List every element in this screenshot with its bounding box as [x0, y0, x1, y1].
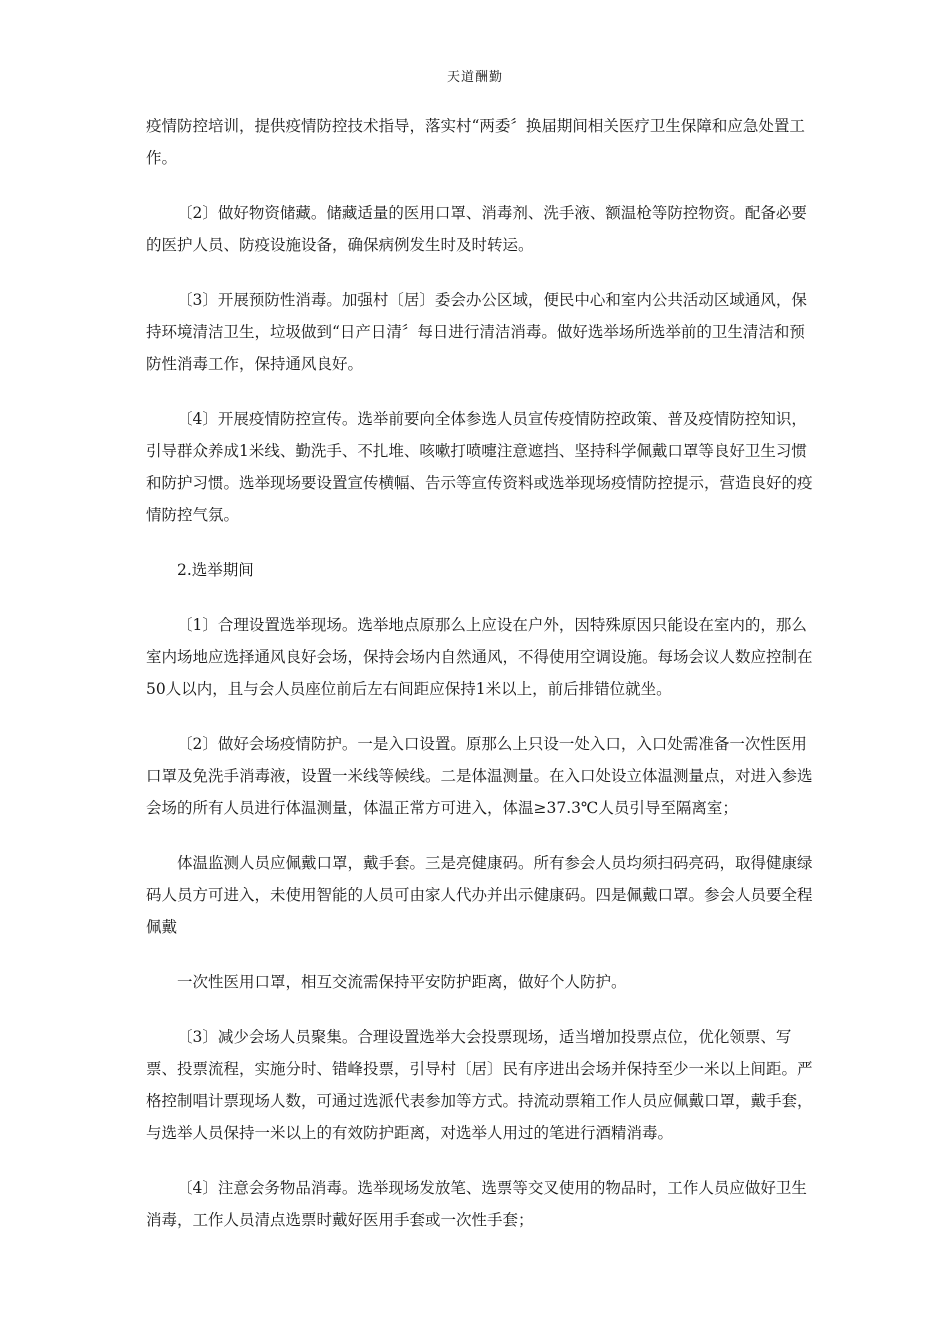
paragraph-8: 一次性医用口罩，相互交流需保持平安防护距离，做好个人防护。	[177, 973, 627, 991]
page-header: 天道酬勤	[446, 70, 503, 85]
paragraph-2: 〔2〕做好物资储藏。储藏适量的医用口罩、消毒剂、洗手液、额温枪等防控物资。配备必要的医护人员、防疫设施设备，确保病例发生时及时转运。	[146, 204, 807, 254]
paragraph-7: 体温监测人员应佩戴口罩，戴手套。三是亮健康码。所有参会人员均须扫码亮码，取得健康绿码人员方可进入，未使用智能的人员可由家人代办并出示健康码。四是佩戴口罩。参会人员要全程佩戴	[146, 854, 813, 936]
paragraph-6: 〔2〕做好会场疫情防护。一是入口设置。原那么上只设一处入口，入口处需准备一次性医用口罩及免洗手消毒液，设置一米线等候线。二是体温测量。在入口处设立体温测量点，对进入参选会场的所有人员进行体温测量，体温正常方可进入，体温≥37.3℃人员引导至隔离室；	[146, 735, 813, 817]
paragraph-9: 〔3〕减少会场人员聚集。合理设置选举大会投票现场，适当增加投票点位，优化领票、写票、投票流程，实施分时、错峰投票，引导村〔居〕民有序进出会场并保持至少一米以上间距。严格控制唱计票现场人数，可通过选派代表参加等方式。持流动票箱工作人员应佩戴口罩，戴手套，与选举人员保持一米以上的有效防护距离，对选举人用过的笔进行酒精消毒。	[146, 1028, 813, 1142]
paragraph-3: 〔3〕开展预防性消毒。加强村〔居〕委会办公区域，便民中心和室内公共活动区域通风，保持环境清洁卫生，垃圾做到“日产日清〞每日进行清洁消毒。做好选举场所选举前的卫生清洁和预防性消毒工作，保持通风良好。	[146, 291, 807, 373]
paragraph-10: 〔4〕注意会务物品消毒。选举现场发放笔、选票等交叉使用的物品时，工作人员应做好卫生消毒，工作人员清点选票时戴好医用手套或一次性手套；	[146, 1179, 807, 1229]
document-body	[146, 110, 816, 1259]
section-heading: 2.选举期间	[177, 561, 254, 579]
paragraph-5: 〔1〕合理设置选举现场。选举地点原那么上应设在户外，因特殊原因只能设在室内的，那么室内场地应选择通风良好会场，保持会场内自然通风，不得使用空调设施。每场会议人数应控制在50人以内，且与会人员座位前后左右间距应保持1米以上，前后排错位就坐。	[146, 616, 813, 698]
paragraph-4: 〔4〕开展疫情防控宣传。选举前要向全体参选人员宣传疫情防控政策、普及疫情防控知识，引导群众养成1米线、勤洗手、不扎堆、咳嗽打喷嚏注意遮挡、坚持科学佩戴口罩等良好卫生习惯和防护习惯。选举现场要设置宣传横幅、告示等宣传资料或选举现场疫情防控提示，营造良好的疫情防控气氛。	[146, 410, 813, 524]
paragraph-1: 疫情防控培训，提供疫情防控技术指导，落实村“两委〞换届期间相关医疗卫生保障和应急处置工作。	[146, 117, 805, 167]
